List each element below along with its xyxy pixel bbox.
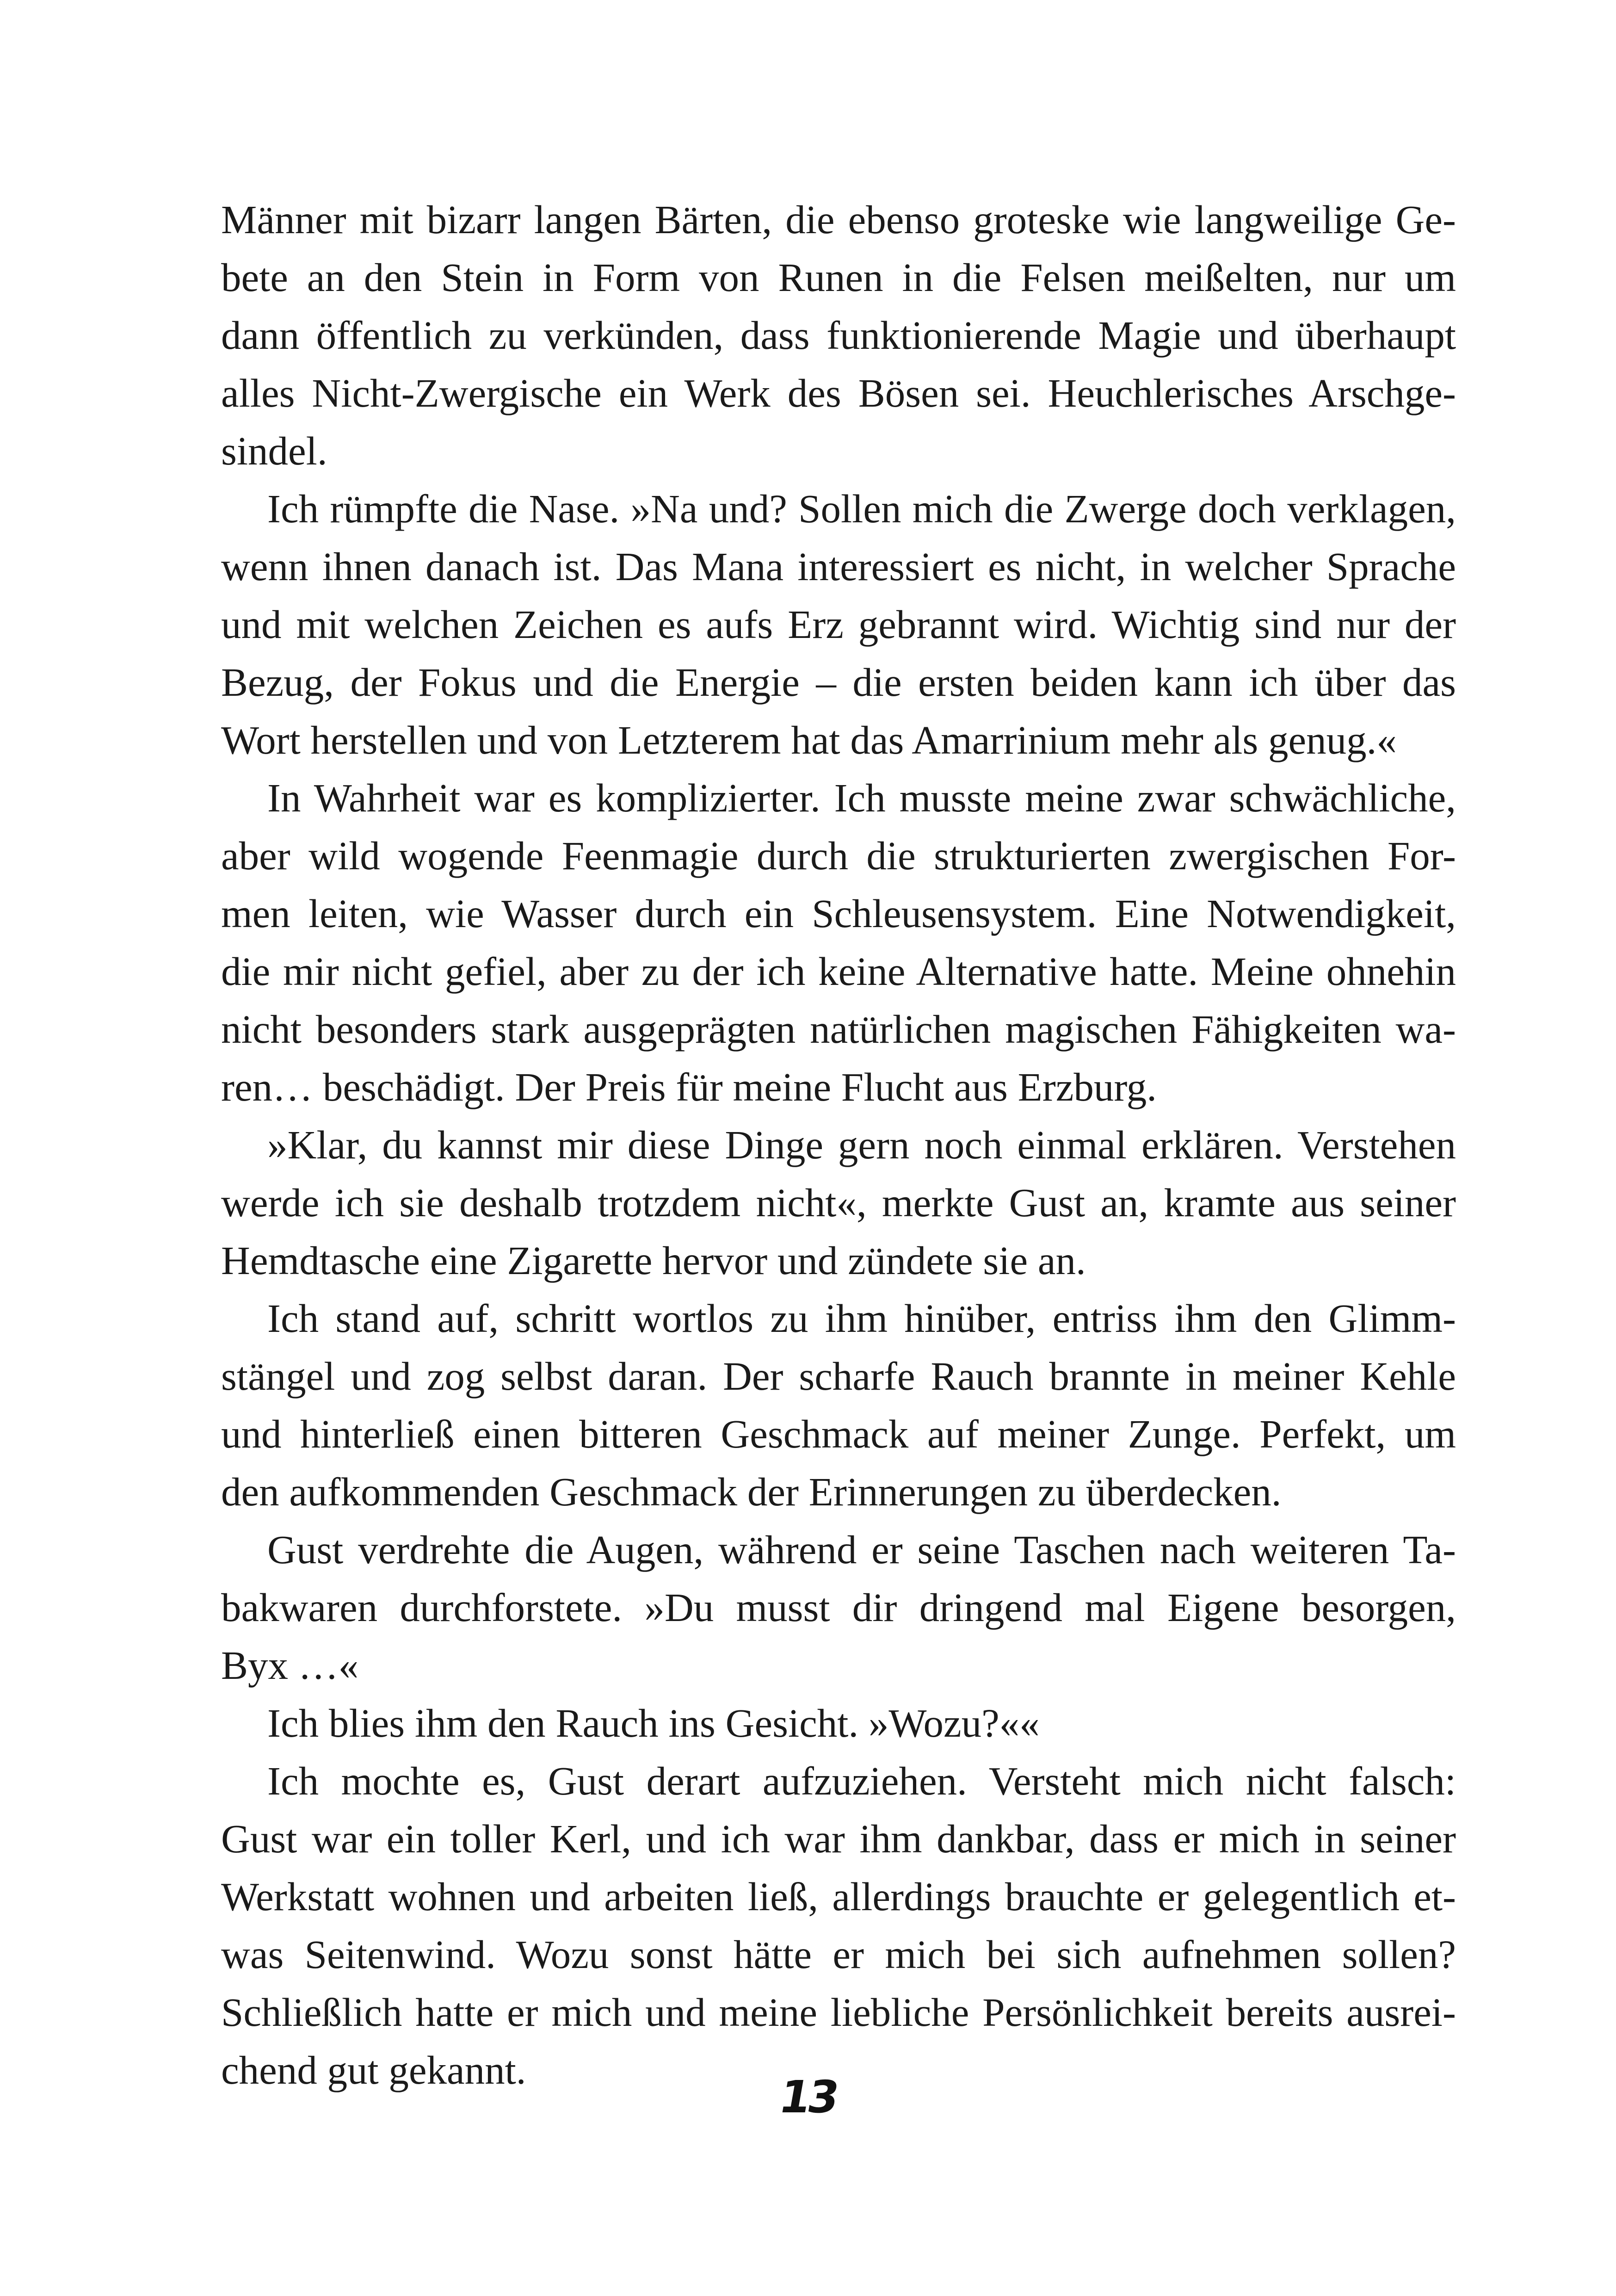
text-line: chend gut gekannt. [221, 2048, 526, 2092]
text-line: werde ich sie deshalb trotzdem nicht«, merkte Gust an, kramte aus seiner [221, 1180, 1456, 1225]
text-line: dann öffentlich zu verkünden, dass funktionierende Magie und überhaupt [221, 313, 1456, 358]
text-line: Schließlich hatte er mich und meine liebliche Persönlichkeit bereits ausrei- [221, 1990, 1456, 2035]
paragraph [221, 1752, 1456, 2099]
text-line: und hinterließ einen bitteren Geschmack auf meiner Zunge. Perfekt, um [221, 1411, 1456, 1456]
text-line: Ich rümpfte die Nase. »Na und? Sollen mich die Zwerge doch verklagen, [267, 486, 1456, 531]
text-line: bakwaren durchforstete. »Du musst dir dringend mal Eigene besorgen, [221, 1585, 1456, 1630]
paragraph [221, 1521, 1456, 1694]
text-line: Gust verdrehte die Augen, während er seine Taschen nach weiteren Ta- [267, 1527, 1456, 1572]
text-line: Gust war ein toller Kerl, und ich war ihm dankbar, dass er mich in seiner [221, 1816, 1456, 1861]
text-line: Bezug, der Fokus und die Energie – die ersten beiden kann ich über das [221, 660, 1456, 705]
paragraph [221, 480, 1456, 769]
text-line: die mir nicht gefiel, aber zu der ich keine Alternative hatte. Meine ohnehin [221, 949, 1456, 994]
text-line: was Seitenwind. Wozu sonst hätte er mich bei sich aufnehmen sollen? [221, 1932, 1456, 1977]
text-line: men leiten, wie Wasser durch ein Schleusensystem. Eine Notwendigkeit, [221, 891, 1456, 936]
text-line: Ich stand auf, schritt wortlos zu ihm hinüber, entriss ihm den Glimm- [267, 1296, 1456, 1341]
text-line: Ich mochte es, Gust derart aufzuziehen. Versteht mich nicht falsch: [267, 1758, 1456, 1803]
paragraph [221, 1116, 1456, 1289]
paragraph [221, 1289, 1456, 1521]
text-line: In Wahrheit war es komplizierter. Ich musste meine zwar schwächliche, [267, 775, 1456, 820]
text-line: Hemdtasche eine Zigarette hervor und zündete sie an. [221, 1238, 1086, 1283]
text-line: Werkstatt wohnen und arbeiten ließ, allerdings brauchte er gelegentlich et- [221, 1874, 1456, 1919]
text-line: aber wild wogende Feenmagie durch die strukturierten zwergischen For- [221, 833, 1456, 878]
text-line: wenn ihnen danach ist. Das Mana interessiert es nicht, in welcher Sprache [221, 544, 1456, 589]
text-line: Männer mit bizarr langen Bärten, die ebenso groteske wie langweilige Ge- [221, 197, 1456, 242]
body-text [221, 191, 1456, 2099]
text-line: nicht besonders stark ausgeprägten natürlichen magischen Fähigkeiten wa- [221, 1007, 1456, 1052]
text-line: sindel. [221, 428, 327, 473]
paragraph [221, 191, 1456, 480]
text-line: und mit welchen Zeichen es aufs Erz gebrannt wird. Wichtig sind nur der [221, 602, 1456, 647]
text-line: Wort herstellen und von Letzterem hat das Amarrinium mehr als genug.« [221, 718, 1397, 762]
text-line: Ich blies ihm den Rauch ins Gesicht. »Wozu?«« [267, 1701, 1040, 1745]
text-line: stängel und zog selbst daran. Der scharfe Rauch brannte in meiner Kehle [221, 1354, 1456, 1399]
text-line: den aufkommenden Geschmack der Erinnerungen zu überdecken. [221, 1469, 1282, 1514]
paragraph [221, 769, 1456, 1116]
text-line: bete an den Stein in Form von Runen in die Felsen meißelten, nur um [221, 255, 1456, 300]
text-line: Byx …« [221, 1643, 359, 1688]
page-number: 13 [775, 2071, 841, 2123]
text-line: »Klar, du kannst mir diese Dinge gern noch einmal erklären. Verstehen [267, 1122, 1456, 1167]
text-line: alles Nicht-Zwergische ein Werk des Bösen sei. Heuchlerisches Arschge- [221, 371, 1456, 415]
paragraph [221, 1694, 1456, 1752]
text-line: ren… beschädigt. Der Preis für meine Flucht aus Erzburg. [221, 1064, 1157, 1109]
